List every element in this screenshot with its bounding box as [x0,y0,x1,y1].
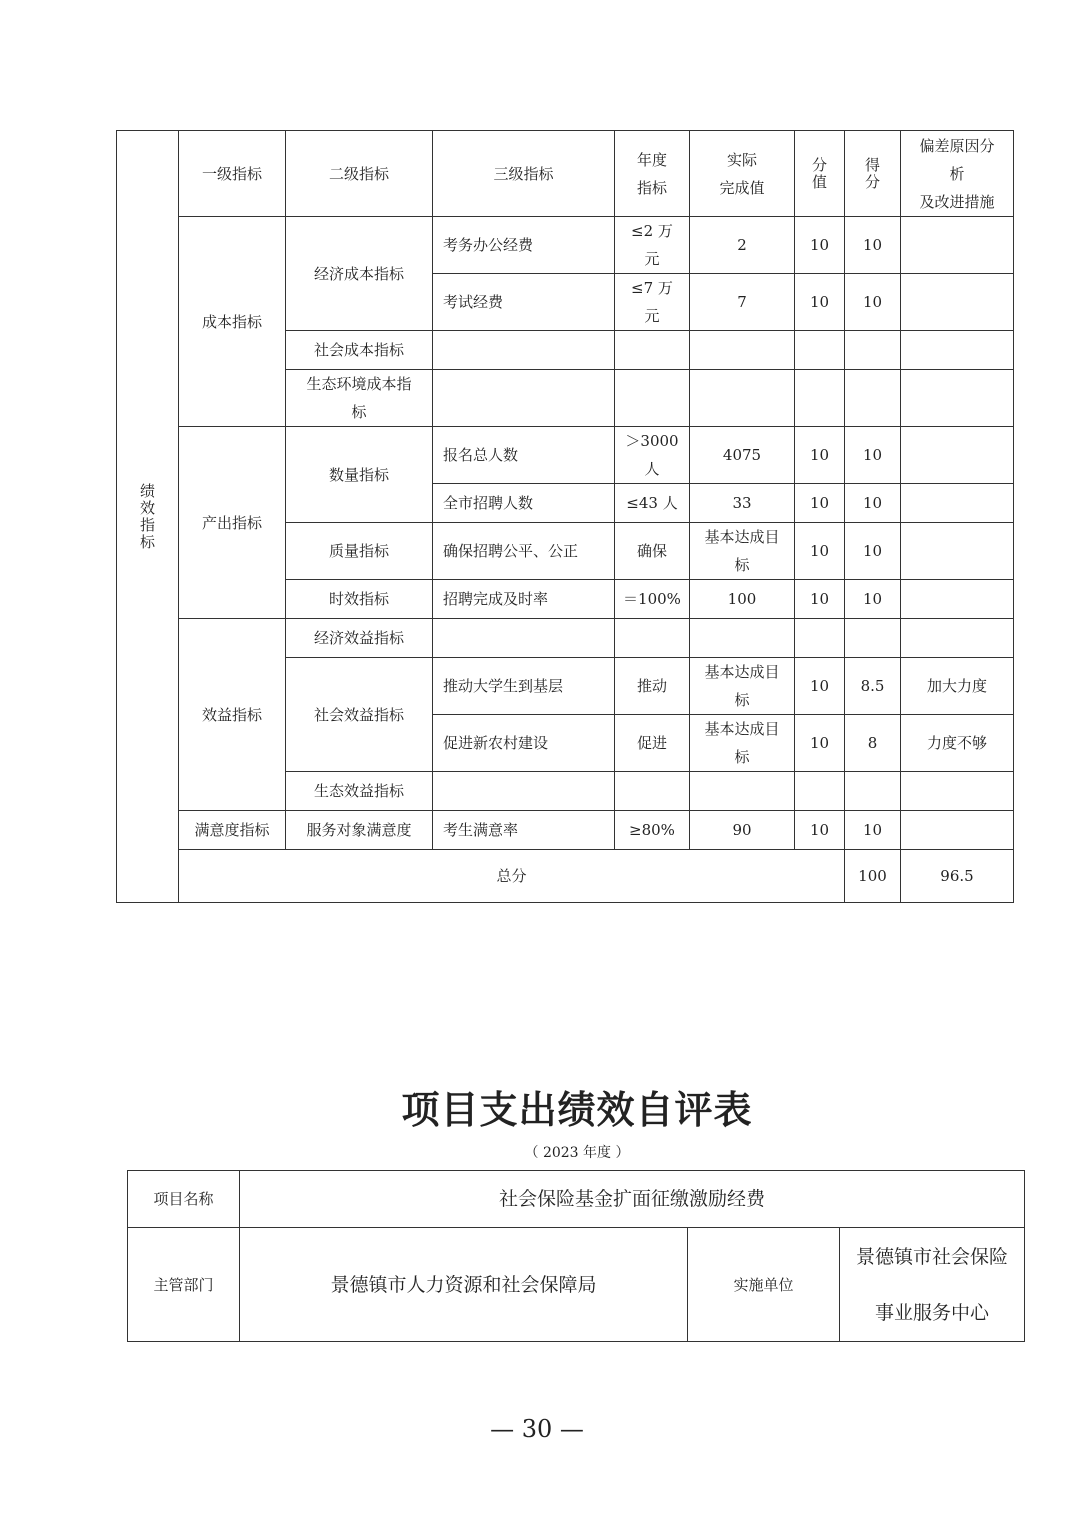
social-cost-label: 社会成本指标 [286,331,433,370]
project-name-value: 社会保险基金扩面征缴激励经费 [240,1171,1025,1228]
level3-cell: 全市招聘人数 [433,484,615,523]
project-title: 项目支出绩效自评表 [401,1087,753,1132]
header-score-value: 分 值 [795,131,845,217]
level3-cell: 考生满意率 [433,811,615,850]
total-row [117,850,1014,903]
target-cell: ＞3000 人 [615,427,690,484]
table-row [117,217,1014,274]
score-cell: 10 [845,217,901,274]
level2-cell: 服务对象满意度 [286,811,433,850]
total-score: 96.5 [901,850,1014,903]
table-header-row [117,131,1014,217]
target-cell: ＝100% [615,580,690,619]
econ-benefit-label: 经济效益指标 [286,619,433,658]
table-row [117,811,1014,850]
table-row [117,619,1014,658]
eco-cost-label: 生态环境成本指 标 [286,370,433,427]
score-cell: 10 [845,274,901,331]
actual-cell: 33 [690,484,795,523]
dept-label: 主管部门 [128,1228,240,1342]
deviation-cell: 力度不够 [901,715,1014,772]
header-level1: 一级指标 [179,131,286,217]
quality-label: 质量指标 [286,523,433,580]
level3-cell: 招聘完成及时率 [433,580,615,619]
satisfaction-indicator-label: 满意度指标 [179,811,286,850]
target-cell: ≤7 万 元 [615,274,690,331]
value-cell: 10 [795,523,845,580]
score-cell: 8.5 [845,658,901,715]
deviation-cell [901,274,1014,331]
value-cell: 10 [795,217,845,274]
actual-cell: 7 [690,274,795,331]
benefit-indicator-label: 效益指标 [179,619,286,811]
value-cell: 10 [795,580,845,619]
total-label: 总分 [179,850,845,903]
level3-cell: 促进新农村建设 [433,715,615,772]
level3-cell: 考试经费 [433,274,615,331]
actual-cell: 基本达成目 标 [690,523,795,580]
target-cell: ≤2 万 元 [615,217,690,274]
project-info-table [127,1170,1025,1342]
value-cell: 10 [795,274,845,331]
eco-benefit-label: 生态效益指标 [286,772,433,811]
actual-cell: 100 [690,580,795,619]
level3-cell: 报名总人数 [433,427,615,484]
department-row [128,1228,1025,1342]
level3-cell: 推动大学生到基层 [433,658,615,715]
header-actual: 实际 完成值 [690,131,795,217]
value-cell: 10 [795,658,845,715]
score-cell: 8 [845,715,901,772]
value-cell: 10 [795,811,845,850]
econ-cost-label: 经济成本指标 [286,217,433,331]
project-year: （ 2023 年度 ） [524,1145,630,1161]
dept-value: 景德镇市人力资源和社会保障局 [240,1228,688,1342]
target-cell: 推动 [615,658,690,715]
project-name-label: 项目名称 [128,1171,240,1228]
score-cell: 10 [845,484,901,523]
actual-cell: 基本达成目 标 [690,658,795,715]
performance-section-label: 绩 效 指 标 [117,131,179,903]
output-indicator-label: 产出指标 [179,427,286,619]
deviation-cell [901,217,1014,274]
deviation-cell: 加大力度 [901,658,1014,715]
deviation-cell [901,484,1014,523]
deviation-cell [901,580,1014,619]
score-cell: 10 [845,427,901,484]
quantity-label: 数量指标 [286,427,433,523]
deviation-cell [901,427,1014,484]
target-cell: ≥80% [615,811,690,850]
header-deviation: 偏差原因分 析 及改进措施 [901,131,1014,217]
score-cell: 10 [845,580,901,619]
header-target: 年度 指标 [615,131,690,217]
actual-cell: 90 [690,811,795,850]
actual-cell: 2 [690,217,795,274]
value-cell: 10 [795,427,845,484]
actual-cell: 基本达成目 标 [690,715,795,772]
project-name-row [128,1171,1025,1228]
target-cell: 确保 [615,523,690,580]
table-row [117,427,1014,484]
performance-indicator-table [116,130,1014,903]
target-cell: ≤43 人 [615,484,690,523]
header-level3: 三级指标 [433,131,615,217]
value-cell: 10 [795,715,845,772]
header-score-got: 得 分 [845,131,901,217]
impl-value: 景德镇市社会保险 事业服务中心 [840,1228,1025,1342]
social-benefit-label: 社会效益指标 [286,658,433,772]
value-cell: 10 [795,484,845,523]
actual-cell: 4075 [690,427,795,484]
level3-cell: 考务办公经费 [433,217,615,274]
timeliness-label: 时效指标 [286,580,433,619]
score-cell: 10 [845,523,901,580]
impl-label: 实施单位 [688,1228,840,1342]
header-level2: 二级指标 [286,131,433,217]
cost-indicator-label: 成本指标 [179,217,286,427]
score-cell: 10 [845,811,901,850]
page-number: — 30 — [490,1415,584,1443]
deviation-cell [901,523,1014,580]
level3-cell: 确保招聘公平、公正 [433,523,615,580]
total-value: 100 [845,850,901,903]
deviation-cell [901,811,1014,850]
target-cell: 促进 [615,715,690,772]
